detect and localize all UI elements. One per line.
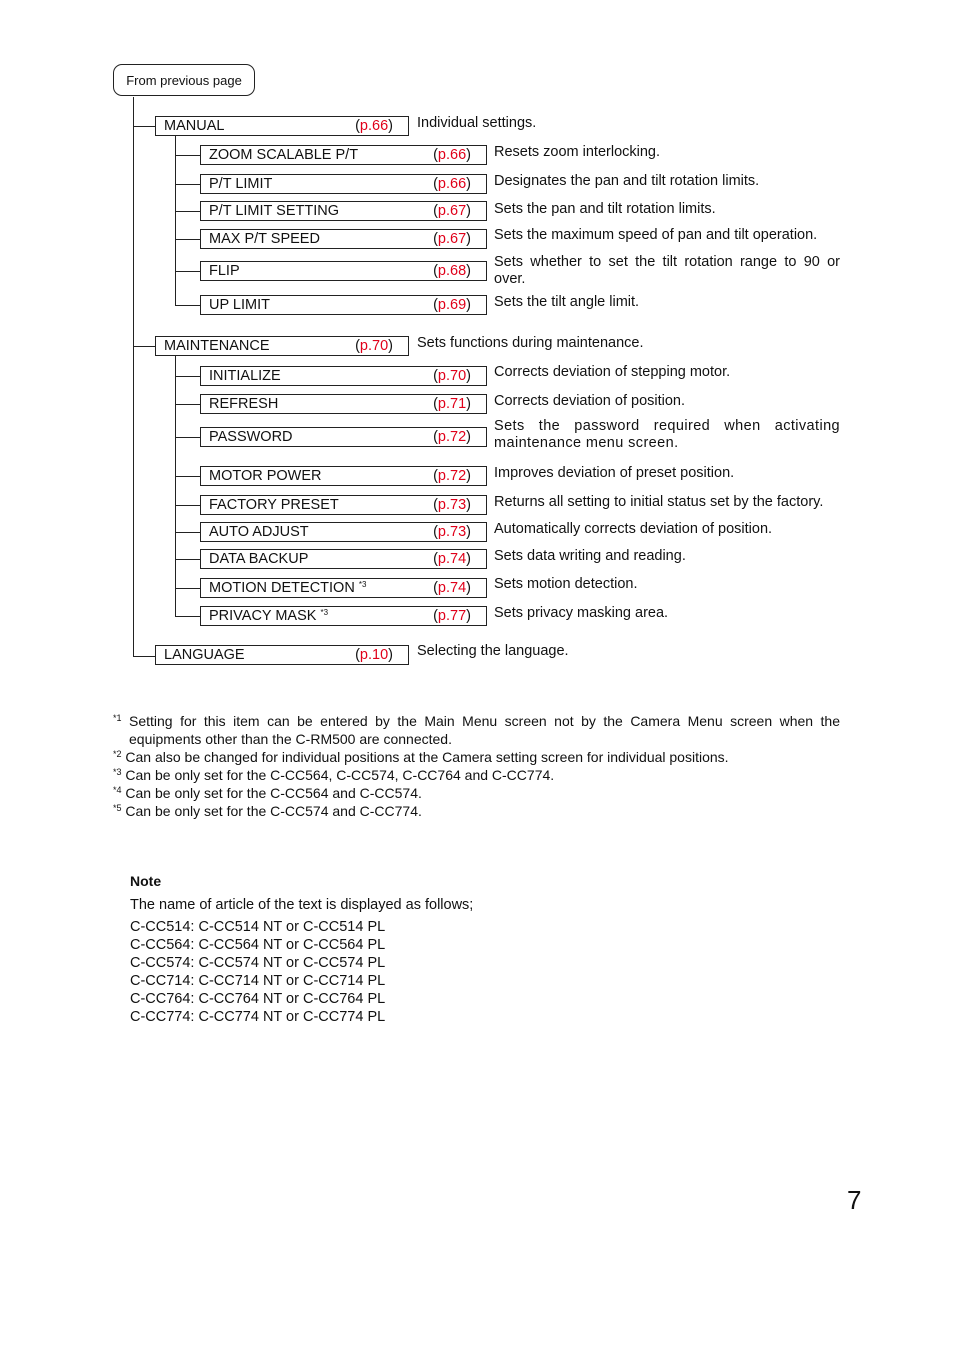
branch-line-language [133, 656, 155, 657]
menu-item-up-limit: UP LIMIT (p.69) [200, 295, 487, 315]
page-ref: p.71 [437, 396, 467, 412]
footnote-mark: *3 [113, 767, 122, 777]
branch-line [175, 155, 200, 156]
branch-line [175, 476, 200, 477]
page-ref: p.73 [437, 524, 467, 540]
menu-item-label: FLIP [209, 263, 240, 279]
from-previous-page-label: From previous page [126, 73, 242, 88]
footnote-mark: *5 [113, 803, 122, 813]
page-ref: p.10 [359, 647, 389, 663]
menu-item-description: Improves deviation of preset position. [494, 465, 735, 481]
footnote-mark: *2 [113, 749, 122, 759]
page-ref: p.66 [437, 147, 467, 163]
branch-line-maintenance [133, 346, 155, 347]
menu-item-label: MAX P/T SPEED [209, 231, 320, 247]
note-model-line: C-CC574: C-CC574 NT or C-CC574 PL [130, 955, 386, 971]
menu-item-motion-detection: MOTION DETECTION $^{*3}$ (p.74) [200, 578, 487, 598]
note-model-line: C-CC774: C-CC774 NT or C-CC774 PL [130, 1009, 386, 1025]
page-ref: p.67 [437, 203, 467, 219]
branch-line [175, 376, 200, 377]
note-model-line: C-CC564: C-CC564 NT or C-CC564 PL [130, 937, 386, 953]
page-ref: p.74 [437, 580, 467, 596]
menu-item-pt-limit: P/T LIMIT (p.66) [200, 174, 487, 194]
note-model-line: C-CC714: C-CC714 NT or C-CC714 PL [130, 973, 386, 989]
branch-line [175, 505, 200, 506]
menu-item-label: MANUAL [164, 118, 225, 134]
footnote-mark: *1 [113, 713, 122, 723]
menu-item-maintenance: MAINTENANCE (p.70) [155, 336, 409, 356]
menu-item-description: Automatically corrects deviation of position. [494, 521, 773, 537]
footnote-text: Can also be changed for individual positions at the Camera setting screen for individual positions. [125, 749, 729, 765]
menu-item-description: Designates the pan and tilt rotation limits. [494, 173, 760, 189]
note-title: Note [130, 873, 162, 889]
menu-item-password: PASSWORD (p.72) [200, 427, 487, 447]
footnote-text: Can be only set for the C-CC564 and C-CC574. [125, 785, 422, 801]
menu-item-label: AUTO ADJUST [209, 524, 309, 540]
note-model-list [130, 918, 385, 1026]
tree-trunk-line [133, 97, 134, 656]
menu-item-description: Sets the maximum speed of pan and tilt operation. [494, 227, 818, 243]
page-ref: p.70 [359, 338, 389, 354]
menu-item-description: Sets data writing and reading. [494, 548, 686, 564]
footnote [113, 784, 840, 802]
branch-line [175, 437, 200, 438]
menu-item-description: Sets whether to set the tilt rotation range to 90 or over. [494, 254, 840, 287]
menu-item-label: P/T LIMIT [209, 176, 273, 192]
footnote [113, 766, 840, 784]
menu-item-pt-limit-setting: P/T LIMIT SETTING (p.67) [200, 201, 487, 221]
branch-line [175, 271, 200, 272]
branch-line [175, 211, 200, 212]
note-intro: The name of article of the text is displayed as follows; [130, 897, 474, 913]
menu-item-description: Selecting the language. [417, 643, 569, 659]
menu-item-label: LANGUAGE [164, 647, 245, 663]
footnote [113, 712, 840, 748]
menu-item-label: UP LIMIT [209, 297, 270, 313]
menu-item-language: LANGUAGE (p.10) [155, 645, 409, 665]
page-ref: p.74 [437, 551, 467, 567]
menu-item-label: P/T LIMIT SETTING [209, 203, 339, 219]
page-ref: p.66 [359, 118, 389, 134]
note-model-line: C-CC514: C-CC514 NT or C-CC514 PL [130, 919, 386, 935]
menu-item-label: INITIALIZE [209, 368, 281, 384]
branch-line [175, 239, 200, 240]
menu-item-label: DATA BACKUP [209, 551, 309, 567]
footnote-mark: *3 [358, 580, 367, 589]
page-ref: p.72 [437, 468, 467, 484]
footnote [113, 802, 840, 820]
menu-item-label: FACTORY PRESET [209, 497, 339, 513]
menu-item-motor-power: MOTOR POWER (p.72) [200, 466, 487, 486]
manual-subtree-line [175, 136, 176, 305]
footnote-text: Setting for this item can be entered by the Main Menu screen not by the Camera Menu screen when the equipments other than the C-RM500 are connected. [129, 713, 840, 747]
menu-item-description: Sets the pan and tilt rotation limits. [494, 201, 716, 217]
page-number: 7 [847, 1185, 862, 1215]
menu-item-description: Corrects deviation of position. [494, 393, 686, 409]
menu-item-zoom-scalable-pt: ZOOM SCALABLE P/T (p.66) [200, 145, 487, 165]
menu-item-label: REFRESH [209, 396, 279, 412]
menu-item-max-pt-speed: MAX P/T SPEED (p.67) [200, 229, 487, 249]
footnote [113, 748, 840, 766]
menu-item-label: ZOOM SCALABLE P/T [209, 147, 359, 163]
menu-item-description: Corrects deviation of stepping motor. [494, 364, 731, 380]
menu-item-manual: MANUAL (p.66) [155, 116, 409, 136]
footnote-mark: *3 [320, 608, 329, 617]
menu-item-initialize: INITIALIZE (p.70) [200, 366, 487, 386]
branch-line [175, 184, 200, 185]
page-ref: p.72 [437, 429, 467, 445]
page-ref: p.68 [437, 263, 467, 279]
branch-line [175, 305, 200, 306]
menu-item-description: Individual settings. [417, 115, 537, 131]
from-previous-page-box [113, 64, 255, 96]
page-ref: p.66 [437, 176, 467, 192]
branch-line [175, 559, 200, 560]
menu-item-privacy-mask: PRIVACY MASK $^{*3}$ (p.77) [200, 606, 487, 626]
branch-line [175, 616, 200, 617]
menu-item-description: Sets privacy masking area. [494, 605, 669, 621]
maintenance-subtree-line [175, 356, 176, 616]
footnote-text: Can be only set for the C-CC574 and C-CC774. [125, 803, 422, 819]
page-ref: p.70 [437, 368, 467, 384]
note-model-line: C-CC764: C-CC764 NT or C-CC764 PL [130, 991, 386, 1007]
menu-item-auto-adjust: AUTO ADJUST (p.73) [200, 522, 487, 542]
menu-item-data-backup: DATA BACKUP (p.74) [200, 549, 487, 569]
menu-item-label: MOTION DETECTION [209, 580, 355, 596]
branch-line-manual [133, 126, 155, 127]
menu-item-flip: FLIP (p.68) [200, 261, 487, 281]
menu-item-description: Returns all setting to initial status set by the factory. [494, 494, 824, 510]
menu-item-label: MAINTENANCE [164, 338, 270, 354]
menu-item-description: Resets zoom interlocking. [494, 144, 661, 160]
menu-item-description: Sets motion detection. [494, 576, 638, 592]
menu-item-factory-preset: FACTORY PRESET (p.73) [200, 495, 487, 515]
menu-item-refresh: REFRESH (p.71) [200, 394, 487, 414]
menu-item-label: PRIVACY MASK [209, 608, 317, 624]
page-ref: p.69 [437, 297, 467, 313]
branch-line [175, 404, 200, 405]
menu-item-description: Sets the password required when activating maintenance menu screen. [494, 418, 840, 451]
menu-item-label: MOTOR POWER [209, 468, 322, 484]
footnote-mark: *4 [113, 785, 122, 795]
page-ref: p.67 [437, 231, 467, 247]
page-ref: p.77 [437, 608, 467, 624]
menu-item-label: PASSWORD [209, 429, 293, 445]
page-ref: p.73 [437, 497, 467, 513]
footnote-text: Can be only set for the C-CC564, C-CC574, C-CC764 and C-CC774. [125, 767, 555, 783]
branch-line [175, 532, 200, 533]
branch-line [175, 588, 200, 589]
menu-item-description: Sets the tilt angle limit. [494, 294, 640, 310]
menu-item-description: Sets functions during maintenance. [417, 335, 644, 351]
